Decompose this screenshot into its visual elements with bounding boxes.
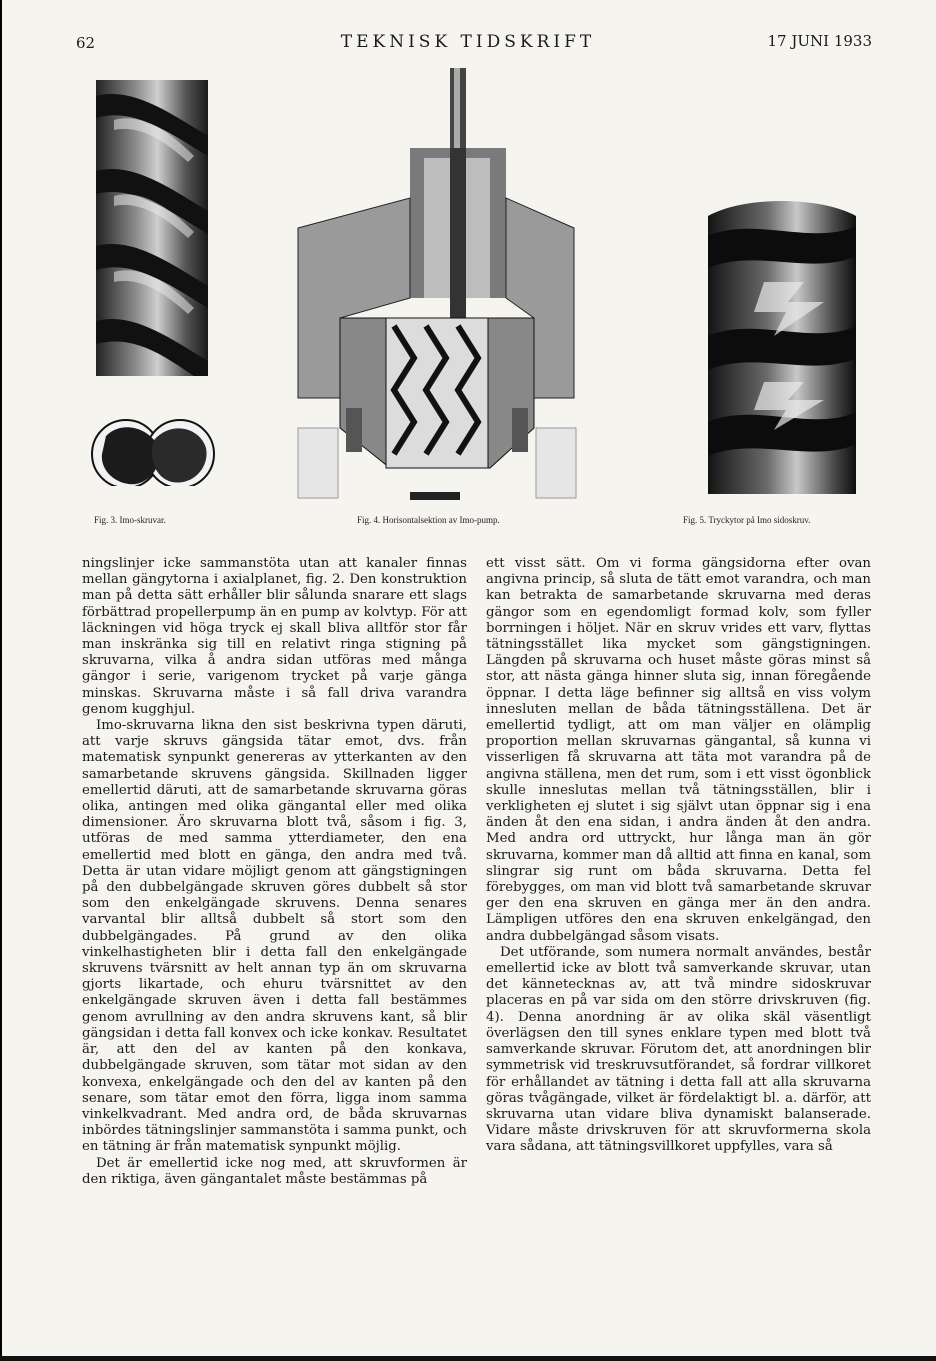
- paragraph: ningslinjer icke sammanstöta utan att kanaler finnas mellan gängytorna i axialplanet, fig. 2. Den konstruktion man på detta sätt erhåller blir sålunda snarare ett slags förbättrad propellerpump än en pump av kolvtyp. För att läckningen vid höga tryck ej skall bliva alltför stor får man inskränka sig till en relativt ringa stigning på skruvarna, vilka å andra sidan utföras med många gängor i serie, varigenom trycket på varje gänga minskas. Skruvarna måste i så fall driva varandra genom kugghjul.: [82, 556, 467, 717]
- paragraph: Det utförande, som numera normalt användes, består emellertid icke av blott två samverkande skruvar, utan det kännetecknas av, att två mindre sidoskruvar placeras en på var sida om den större drivskruven (fig. 4). Denna anordning är av olika skäl väsentligt överlägsen den till synes enklare typen med blott två samverkande skruvar. Förutom det, att anordningen blir symmetrisk vid treskruvsutförandet, så fordrar villkoret för erhållandet av tätning i detta fall att alla skruvarna göras tvågängade, vilket är fördelaktigt bl. a. därför, att skruvarna utan vidare bliva dynamiskt balanserade. Vidare måste drivskruven för att skruvformerna skola vara sådana, att tätningsvillkoret uppfylles, vara så: [486, 944, 871, 1155]
- figure-3-caption: Fig. 3. Imo-skruvar.: [94, 515, 166, 525]
- figure-4-caption: Fig. 4. Horisontalsektion av Imo-pump.: [357, 515, 500, 525]
- figure-5: [704, 186, 860, 496]
- page-header: [0, 30, 936, 54]
- issue-date: 17 JUNI 1933: [767, 32, 872, 50]
- figure-3: [84, 76, 224, 486]
- page-number: 62: [76, 34, 96, 52]
- page-edge: [0, 0, 2, 1361]
- figure-3-screws-image: [84, 76, 224, 486]
- page-bottom-edge: [0, 1356, 936, 1361]
- paragraph: Imo-skruvarna likna den sist beskrivna typen däruti, att varje skruvs gängsida tätar emot, dvs. från matematisk synpunkt genereras av ytterkanten av den samarbetande skruvens gängsida. Skillnaden ligger emellertid däruti, att de samarbetande skruvarna göras olika, antingen med olika gängantal eller med olika dimensioner. Äro skruvarna blott två, såsom i fig. 3, utföras de med samma ytterdiameter, den ena emellertid med blott en gänga, den andra med två. Detta är utan vidare möjligt genom att gängstigningen på den dubbelgängade skruven göres dubbelt så stor som den enkelgängade skruvens. Denna senares varvantal blir alltså dubbelt så stort som den dubbelgängades. På grund av den olika vinkelhastigheten blir i detta fall den enkelgängade skruvens tvärsnitt av helt annan typ än om skruvarna gjorts likartade, och ehuru tvärsnittet av den enkelgängade skruven även i detta fall bestämmes genom avrullning av den andra skruvens kant, så blir gängsidan i detta fall konvex och icke konkav. Resultatet är, att den del av kanten på den konkava, dubbelgängade skruven, som tätar mot sidan av den konvexa, enkelgängade och den del av kanten på den senare, som tätar emot den förra, ligga inom samma vinkelkvadrant. Med andra ord, de båda skruvarnas inbördes tätningslinjer sammanstöta i samma punkt, och en tätning är från matematisk synpunkt möjlig.: [82, 718, 467, 1155]
- text-column-left: [82, 556, 467, 1188]
- journal-title: TEKNISK TIDSKRIFT: [340, 32, 596, 52]
- figure-4: [290, 68, 582, 508]
- figure-5-caption: Fig. 5. Tryckytor på Imo sidoskruv.: [683, 515, 811, 525]
- paragraph: Det är emellertid icke nog med, att skruvformen är den riktiga, även gängantalet måste bestämmas på: [82, 1155, 467, 1187]
- figure-5-side-screw-image: [704, 186, 860, 496]
- figure-4-pump-section-image: [290, 68, 582, 508]
- text-column-right: [486, 556, 871, 1156]
- paragraph: ett visst sätt. Om vi forma gängsidorna efter ovan angivna princip, så sluta de tätt emot varandra, och man kan betrakta de samarbetande skruvarna med deras gängor som en egendomligt formad kolv, som fyller borrningen i höljet. När en skruv vrides ett varv, flyttas tätningsstället lika mycket som gängstigningen. Längden på skruvarna och huset måste göras minst så stor, att nästa gänga hinner sluta sig, innan föregående öppnar. I detta läge befinner sig alltså en viss volym innesluten mellan de båda tätningsställena. Det är emellertid tydligt, att om man väljer en olämplig proportion mellan skruvarnas gängantal, så kunna vi visserligen få skruvarna att täta mot varandra på de angivna ställena, men det rum, som i ett visst ögonblick skulle inneslutas mellan två tätningsställen, blir i verkligheten ej slutet i sig självt utan öppnar sig i ena änden åt den ena sidan, i andra änden åt den andra. Med andra ord uttryckt, hur långa man än gör skruvarna, kommer man då alltid att finna en kanal, som slingrar sig runt om båda skruvarna. Detta fel förebygges, om man vid blott två samarbetande skruvar ger den ena skruven en gänga mer än den andra. Lämpligen utföres den ena skruven enkelgängad, den andra dubbelgängad såsom visats.: [486, 556, 871, 944]
